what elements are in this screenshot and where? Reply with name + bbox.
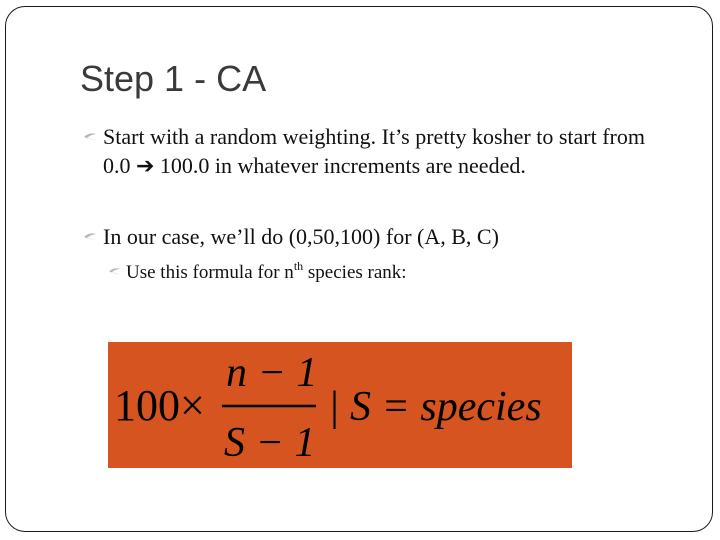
formula-graphic bbox=[108, 342, 572, 468]
bullet-text: Start with a random weighting. It’s pretty kosher to start from 0.0 ➔ 100.0 in whatever increments are needed. bbox=[103, 124, 645, 178]
superscript-th: th bbox=[293, 259, 304, 273]
formula-condition: | S = species bbox=[328, 384, 542, 430]
bullet-item bbox=[83, 222, 663, 251]
formula-box bbox=[108, 342, 572, 468]
arrow-bullet-icon bbox=[83, 131, 97, 143]
arrow-bullet-icon bbox=[83, 231, 97, 243]
sub-bullet-item bbox=[108, 258, 407, 287]
formula-numerator: n − 1 bbox=[226, 350, 318, 396]
bullet-text: In our case, we’ll do (0,50,100) for (A, B, C) bbox=[103, 224, 499, 249]
formula-lead: 100× bbox=[114, 381, 205, 430]
sub-bullet-text: Use this formula for $n^{th}$ species rank: bbox=[126, 259, 407, 283]
bullet-item bbox=[83, 122, 663, 180]
formula-denominator: S − 1 bbox=[224, 420, 316, 466]
arrow-bullet-icon bbox=[108, 266, 121, 277]
slide-title: Step 1 - CA bbox=[80, 58, 267, 99]
